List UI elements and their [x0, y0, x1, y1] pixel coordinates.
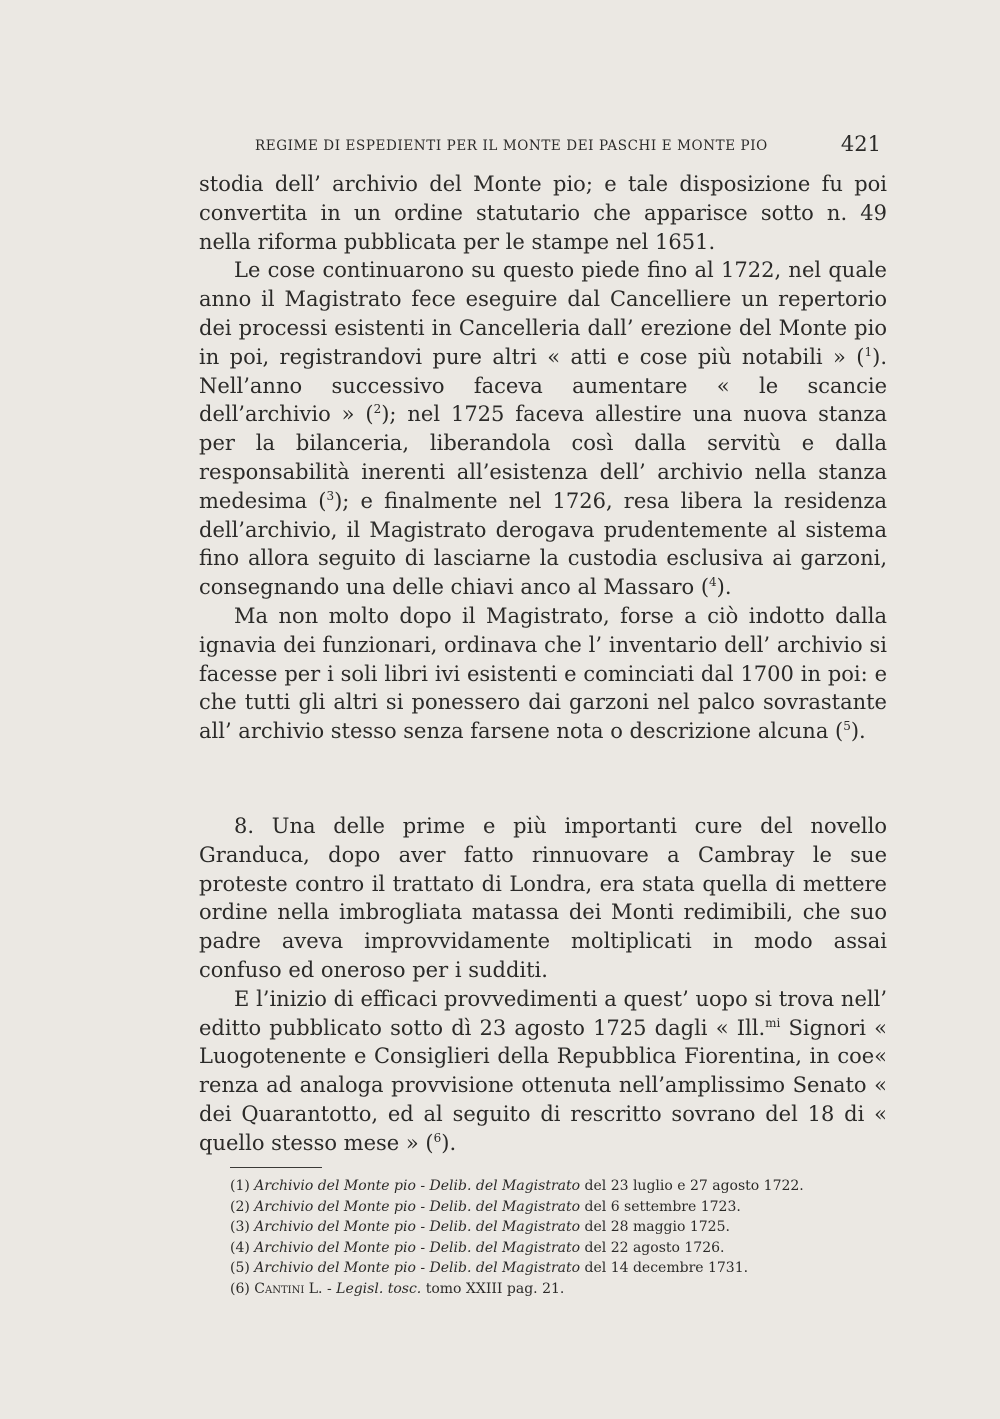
page-header: [255, 132, 881, 158]
section-gap: [199, 746, 887, 812]
footnote-ref: 2: [373, 402, 382, 417]
paragraph: E l’inizio di efficaci provvedimenti a quest’ uopo si trova nell’ editto pubblicato sotto dì 23 agosto 1725 dagli « Ill.$^{mi}$ Signori « Luogotenente e Consiglieri della Repubblica Fiorentina, in coe« renza ad analoga provvisione ottenuta nell’amplissimo Senato « dei Quarantotto, ed al seguito di rescritto sovrano del 18 di « quello stesso mese » ($^6$).: [199, 986, 888, 1155]
footnote-ref: 4: [709, 575, 717, 590]
paragraph: 8. Una delle prime e più importanti cure del novello Granduca, dopo aver fatto rinnuovare a Cambray le sue proteste contro il trattato di Londra, era stata quella di mettere ordine nella imbrogliata matassa dei Monti redimibili, che suo padre aveva improvvidamente moltiplicati in modo assai confuso ed oneroso per i sudditi.: [199, 813, 887, 982]
footnotes: [230, 1176, 890, 1300]
footnote: (2) Archivio del Monte pio - Delib. del Magistrato del 6 settembre 1723.: [230, 1198, 741, 1215]
footnote: (4) Archivio del Monte pio - Delib. del Magistrato del 22 agosto 1726.: [230, 1239, 725, 1256]
paragraph: Le cose continuarono su questo piede fino al 1722, nel quale anno il Magistrato fece eseguire dal Cancelliere un repertorio dei processi esistenti in Cancelleria dall’ erezione del Monte pio in poi, registrandovi pure altri « atti e cose più notabili » ($^1$). Nell’anno successivo faceva aumentare « le scancie dell’archivio » ($^2$); nel 1725 faceva allestire una nuova stanza per la bilanceria, liberandola così dalla servitù e dalla responsabilità inerenti all’esistenza dell’ archivio nella stanza medesima ($^3$); e finalmente nel 1726, resa libera la residenza dell’archivio, il Magistrato derogava prudentemente al sistema fino allora seguito di lasciarne la custodia esclusiva ai garzoni, consegnando una delle chiavi anco al Massaro ($^4$).: [199, 258, 887, 600]
running-title: REGIME DI ESPEDIENTI PER IL MONTE DEI PASCHI E MONTE PIO: [255, 138, 768, 154]
paragraph: stodia dell’ archivio del Monte pio; e tale disposizione fu poi convertita in un ordine statutario che apparisce sotto n. 49 nella riforma pubblicata per le stampe nel 1651.: [199, 172, 887, 254]
footnote: (3) Archivio del Monte pio - Delib. del Magistrato del 28 maggio 1725.: [230, 1219, 730, 1236]
superscript-abbrev: mi: [765, 1015, 781, 1030]
footnote: (6) Cantini L. - Legisl. tosc. tomo XXIII pag. 21.: [230, 1280, 565, 1297]
paragraph: Ma non molto dopo il Magistrato, forse a ciò indotto dalla ignavia dei funzionari, ordinava che l’ inventario dell’ archivio si facesse per i soli libri ivi esistenti e cominciati dal 1700 in poi: e che tutti gli altri si ponessero dai garzoni nel palco sovrastante all’ archivio stesso senza farsene nota o descrizione alcuna ($^5$).: [199, 603, 887, 744]
footnote-ref: 3: [326, 488, 335, 503]
footnote: (5) Archivio del Monte pio - Delib. del Magistrato del 14 decembre 1731.: [230, 1260, 749, 1277]
body-text: [199, 170, 887, 1158]
footnote-ref: 5: [843, 719, 851, 734]
page-number: 421: [840, 132, 881, 156]
footnote-ref: 6: [433, 1130, 442, 1145]
footnote-divider: [230, 1167, 322, 1168]
footnote: (1) Archivio del Monte pio - Delib. del Magistrato del 23 luglio e 27 agosto 1722.: [230, 1178, 804, 1194]
footnote-ref: 1: [864, 344, 873, 359]
